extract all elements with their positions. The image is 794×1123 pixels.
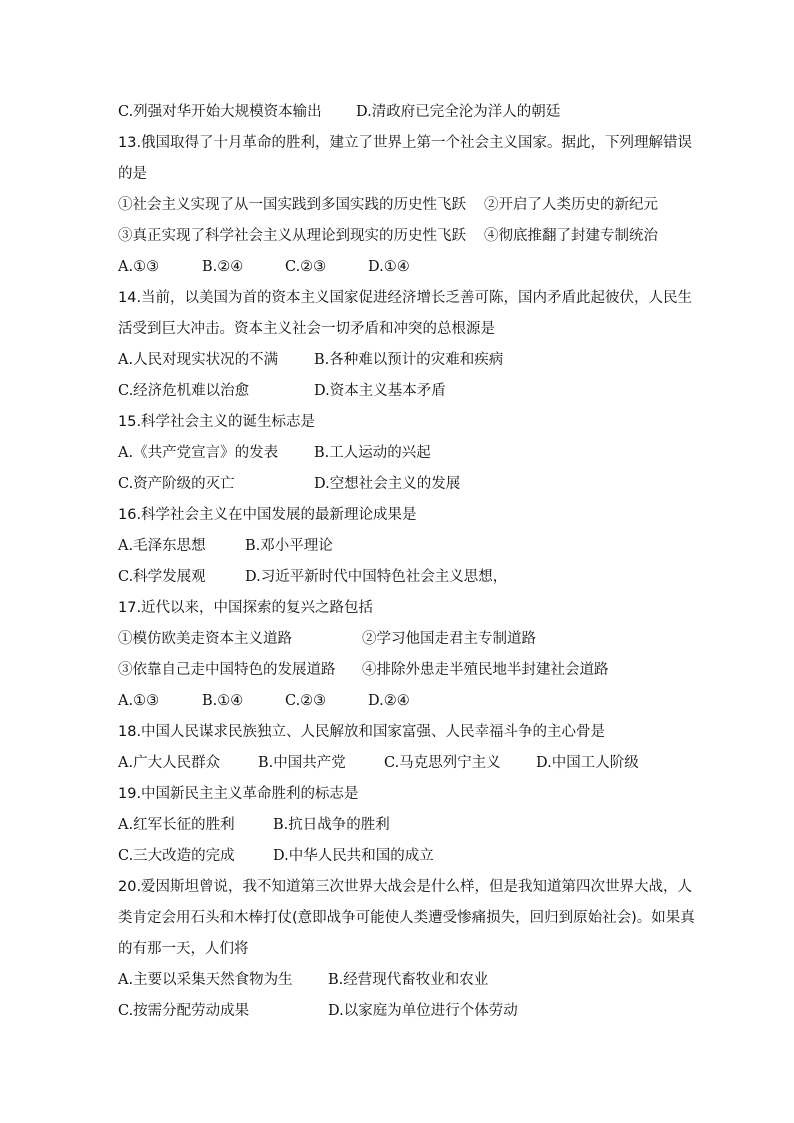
q20-stem-line1: 20.爱因斯坦曾说，我不知道第三次世界大战会是什么样，但是我知道第四次世界大战，人: [118, 879, 693, 895]
q17-item-1: ①模仿欧美走资本主义道路: [118, 631, 292, 647]
q16-option-a: A.毛泽东思想: [118, 538, 206, 554]
q16-options-row1: [118, 536, 333, 556]
q16-option-b: B.邓小平理论: [245, 538, 333, 554]
q13-option-c: C.②③: [285, 259, 327, 275]
q15-option-a: A.《共产党宣言》的发表: [118, 445, 279, 461]
q12-option-c: C.列强对华开始大规模资本输出: [118, 104, 322, 120]
q20-stem-line2: 类肯定会用石头和木棒打仗(意即战争可能使人类遭受惨痛损失，回归到原始社会)。如果真: [118, 910, 695, 926]
q17-item-4: ④排除外患走半殖民地半封建社会道路: [362, 662, 609, 678]
q20-options-row2: [118, 1001, 518, 1021]
q18-option-c: C.马克思列宁主义: [384, 755, 501, 771]
q13-option-d: D.①④: [368, 259, 410, 275]
q20-stem-line3: 的有那一天，人们将: [118, 941, 249, 957]
q13-item-2: ②开启了人类历史的新纪元: [484, 197, 658, 213]
q14-option-b: B.各种难以预计的灾难和疾病: [314, 352, 504, 368]
q19-stem: 19.中国新民主主义革命胜利的标志是: [118, 786, 359, 802]
q13-option-b: B.②④: [202, 259, 244, 275]
q19-options-row1: [118, 815, 390, 835]
q19-option-a: A.红军长征的胜利: [118, 817, 235, 833]
q16-stem: 16.科学社会主义在中国发展的最新理论成果是: [118, 507, 417, 523]
q17-option-a: A.①③: [118, 693, 160, 709]
q13-item-1: ①社会主义实现了从一国实践到多国实践的历史性飞跃: [118, 197, 466, 213]
q20-option-a: A.主要以采集天然食物为生: [118, 972, 293, 988]
q17-item-2: ②学习他国走君主专制道路: [362, 631, 536, 647]
q13-stem-line1: 13.俄国取得了十月革命的胜利，建立了世界上第一个社会主义国家。据此，下列理解错误: [118, 135, 693, 151]
q15-options-row2: [118, 474, 461, 494]
q12-option-d: D.清政府已完全沦为洋人的朝廷: [356, 104, 561, 120]
q20-option-d: D.以家庭为单位进行个体劳动: [328, 1003, 518, 1019]
q17-option-d: D.②④: [368, 693, 410, 709]
q13-option-a: A.①③: [118, 259, 160, 275]
q18-option-a: A.广大人民群众: [118, 755, 221, 771]
q14-option-a: A.人民对现实状况的不满: [118, 352, 279, 368]
q17-items-row1: [118, 629, 536, 649]
q14-options-row2: [118, 381, 446, 401]
q15-option-b: B.工人运动的兴起: [314, 445, 431, 461]
q18-stem: 18.中国人民谋求民族独立、人民解放和国家富强、人民幸福斗争的主心骨是: [118, 724, 606, 740]
q14-option-c: C.经济危机难以治愈: [118, 383, 250, 399]
q18-options-row: [118, 753, 639, 773]
q15-option-d: D.空想社会主义的发展: [314, 476, 461, 492]
q17-item-3: ③依靠自己走中国特色的发展道路: [118, 662, 336, 678]
q18-option-d: D.中国工人阶级: [536, 755, 639, 771]
q12-options-row: [118, 102, 561, 122]
q14-stem-line2: 活受到巨大冲击。资本主义社会一切矛盾和冲突的总根源是: [118, 321, 495, 337]
q13-item-4: ④彻底推翻了封建专制统治: [484, 228, 658, 244]
q13-options-row: [118, 257, 410, 277]
q17-items-row2: [118, 660, 609, 680]
q17-stem: 17.近代以来，中国探索的复兴之路包括: [118, 600, 374, 616]
q14-options-row1: [118, 350, 504, 370]
q20-option-b: B.经营现代畜牧业和农业: [328, 972, 489, 988]
q20-options-row1: [118, 970, 489, 990]
q19-options-row2: [118, 846, 434, 866]
q15-option-c: C.资产阶级的灭亡: [118, 476, 235, 492]
q16-option-d: D.习近平新时代中国特色社会主义思想，: [245, 569, 508, 585]
q16-option-c: C.科学发展观: [118, 569, 206, 585]
q15-stem: 15.科学社会主义的诞生标志是: [118, 414, 316, 430]
q19-option-c: C.三大改造的完成: [118, 848, 235, 864]
q17-option-c: C.②③: [285, 693, 327, 709]
q13-stem-line2: 的是: [118, 166, 147, 182]
q15-options-row1: [118, 443, 431, 463]
q17-options-row: [118, 691, 410, 711]
q13-items-row1: [118, 195, 658, 215]
q20-option-c: C.按需分配劳动成果: [118, 1003, 250, 1019]
q13-item-3: ③真正实现了科学社会主义从理论到现实的历史性飞跃: [118, 228, 466, 244]
q14-option-d: D.资本主义基本矛盾: [314, 383, 446, 399]
q19-option-d: D.中华人民共和国的成立: [273, 848, 434, 864]
q17-option-b: B.①④: [202, 693, 244, 709]
q14-stem-line1: 14.当前，以美国为首的资本主义国家促进经济增长乏善可陈，国内矛盾此起彼伏，人民生: [118, 290, 693, 306]
q18-option-b: B.中国共产党: [258, 755, 346, 771]
q19-option-b: B.抗日战争的胜利: [273, 817, 390, 833]
q16-options-row2: [118, 567, 508, 587]
q13-items-row2: [118, 226, 658, 246]
